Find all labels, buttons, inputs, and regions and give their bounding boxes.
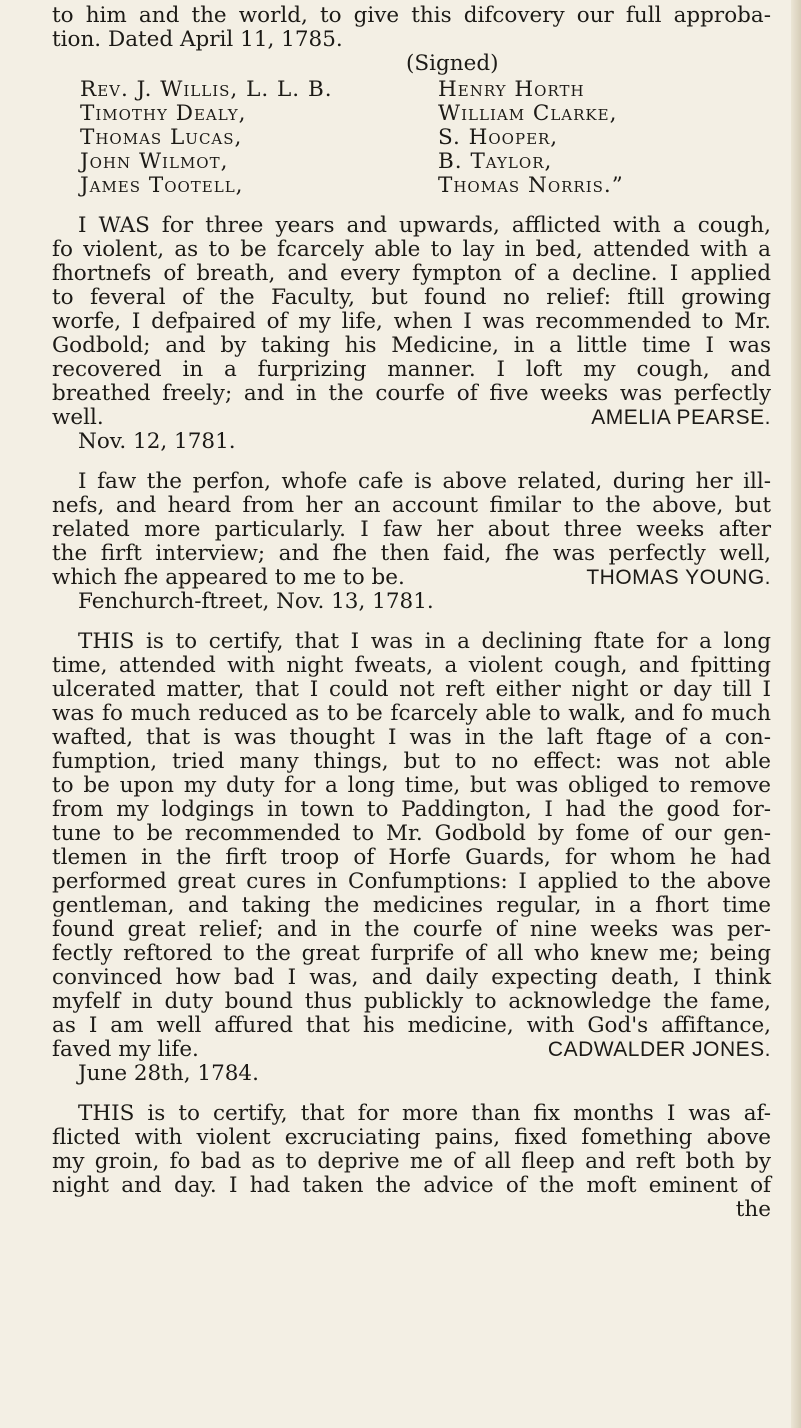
paragraph-line: as I am well affured that his medicine, with God's affiftance, (52, 1013, 771, 1038)
signature-line (52, 1038, 771, 1062)
paragraph-line: night and day. I had taken the advice of the moft eminent of (52, 1173, 771, 1198)
signatory-name: James Tootell, (80, 173, 244, 198)
paragraph-line: wafted, that is was thought I was in the laft ftage of a con- (52, 725, 771, 750)
paragraph-line: time, attended with night fweats, a violent cough, and fpitting (52, 653, 771, 678)
signatories-right-column (438, 78, 771, 198)
signatory-name: Thomas Lucas, (80, 125, 243, 150)
paragraph-end-text: faved my life. (52, 1037, 199, 1062)
paragraph-line: fumption, tried many things, but to no effect: was not able (52, 749, 771, 774)
testimonial-amelia-pearse (52, 214, 771, 454)
signatory-name: Thomas Norris.” (438, 173, 624, 198)
signatories (52, 78, 771, 198)
paragraph-line: flicted with violent excruciating pains, fixed fomething above (52, 1125, 771, 1150)
paragraph-line: fhortnefs of breath, and every fympton of a decline. I applied (52, 261, 771, 286)
paragraph-line: ulcerated matter, that I could not reft either night or day till I (52, 677, 771, 702)
paragraph-line: myfelf in duty bound thus publickly to acknowledge the fame, (52, 989, 771, 1014)
paragraph-line: to be upon my duty for a long time, but was obliged to remove (52, 773, 771, 798)
paragraph-line: found great relief; and in the courfe of nine weeks was per- (52, 917, 771, 942)
paragraph-line: worfe, I defpaired of my life, when I was recommended to Mr. (52, 309, 771, 334)
signed-label: (Signed) (406, 51, 499, 76)
paragraph-line: nefs, and heard from her an account fimilar to the above, but (52, 493, 771, 518)
paragraph-line: tlemen in the firft troop of Horfe Guards, for whom he had (52, 845, 771, 870)
testimonial-cadwalder-jones (52, 630, 771, 1086)
paragraph-line: the firft interview; and fhe then faid, fhe was perfectly well, (52, 541, 771, 566)
signature-line (52, 566, 771, 590)
paragraph-line: gentleman, and taking the medicines regular, in a fhort time (52, 893, 771, 918)
paragraph-end-text: which fhe appeared to me to be. (52, 565, 405, 590)
intro-line-2: tion. Dated April 11, 1785. (52, 27, 343, 52)
paragraph-line: related more particularly. I faw her about three weeks after (52, 517, 771, 542)
paragraph-line: THIS is to certify, that I was in a declining ftate for a long (78, 629, 771, 654)
signature-date: June 28th, 1784. (78, 1061, 259, 1086)
signature-name: AMELIA PEARSE. (591, 406, 771, 429)
signature-name: THOMAS YOUNG. (586, 566, 771, 589)
signatory-name: B. Taylor, (438, 149, 553, 174)
signature-line (52, 406, 771, 430)
paragraph-line: THIS is to certify, that for more than fix months I was af- (78, 1101, 771, 1126)
paragraph-line: I WAS for three years and upwards, afflicted with a cough, (78, 213, 771, 238)
paragraph-line: performed great cures in Confumptions: I applied to the above (52, 869, 771, 894)
paragraph-line: from my lodgings in town to Paddington, I had the good for- (52, 797, 771, 822)
paragraph-line: fo violent, as to be fcarcely able to lay in bed, attended with a (52, 237, 771, 262)
paragraph-line: was fo much reduced as to be fcarcely able to walk, and fo much (52, 701, 771, 726)
signatory-name: John Wilmot, (80, 149, 229, 174)
testimonial-thomas-young (52, 470, 771, 614)
paragraph-line: Godbold; and by taking his Medicine, in a little time I was (52, 333, 771, 358)
paragraph-line: tune to be recommended to Mr. Godbold by fome of our gen- (52, 821, 771, 846)
testimonial-continued (52, 1102, 771, 1222)
catchword: the (735, 1197, 771, 1222)
signature-date: Fenchurch-ftreet, Nov. 13, 1781. (78, 589, 434, 614)
signatory-name: William Clarke, (438, 101, 618, 126)
paragraph-line: my groin, fo bad as to deprive me of all fleep and reft both by (52, 1149, 771, 1174)
paragraph-line: fectly reftored to the great furprife of all who knew me; being (52, 941, 771, 966)
intro-block (52, 0, 771, 76)
signature-name: CADWALDER JONES. (547, 1038, 771, 1061)
paragraph-line: recovered in a furprizing manner. I loft my cough, and (52, 357, 771, 382)
paragraph-end-text: well. (52, 405, 104, 430)
signature-date: Nov. 12, 1781. (78, 429, 236, 454)
signatory-name: S. Hooper, (438, 125, 559, 150)
signatory-name: Henry Horth (438, 77, 585, 102)
signatories-left-column (80, 78, 438, 198)
signatory-name: Rev. J. Willis, L. L. B. (80, 77, 333, 102)
page-edge (791, 0, 801, 1428)
paragraph-line: breathed freely; and in the courfe of five weeks was perfectly (52, 381, 771, 406)
paragraph-line: I faw the perfon, whofe cafe is above related, during her ill- (78, 469, 771, 494)
paragraph-line: convinced how bad I was, and daily expecting death, I think (52, 965, 771, 990)
intro-line-1: to him and the world, to give this difcovery our full approba- (52, 3, 771, 28)
signatory-name: Timothy Dealy, (80, 101, 247, 126)
paragraph-line: to feveral of the Faculty, but found no relief: ftill growing (52, 285, 771, 310)
